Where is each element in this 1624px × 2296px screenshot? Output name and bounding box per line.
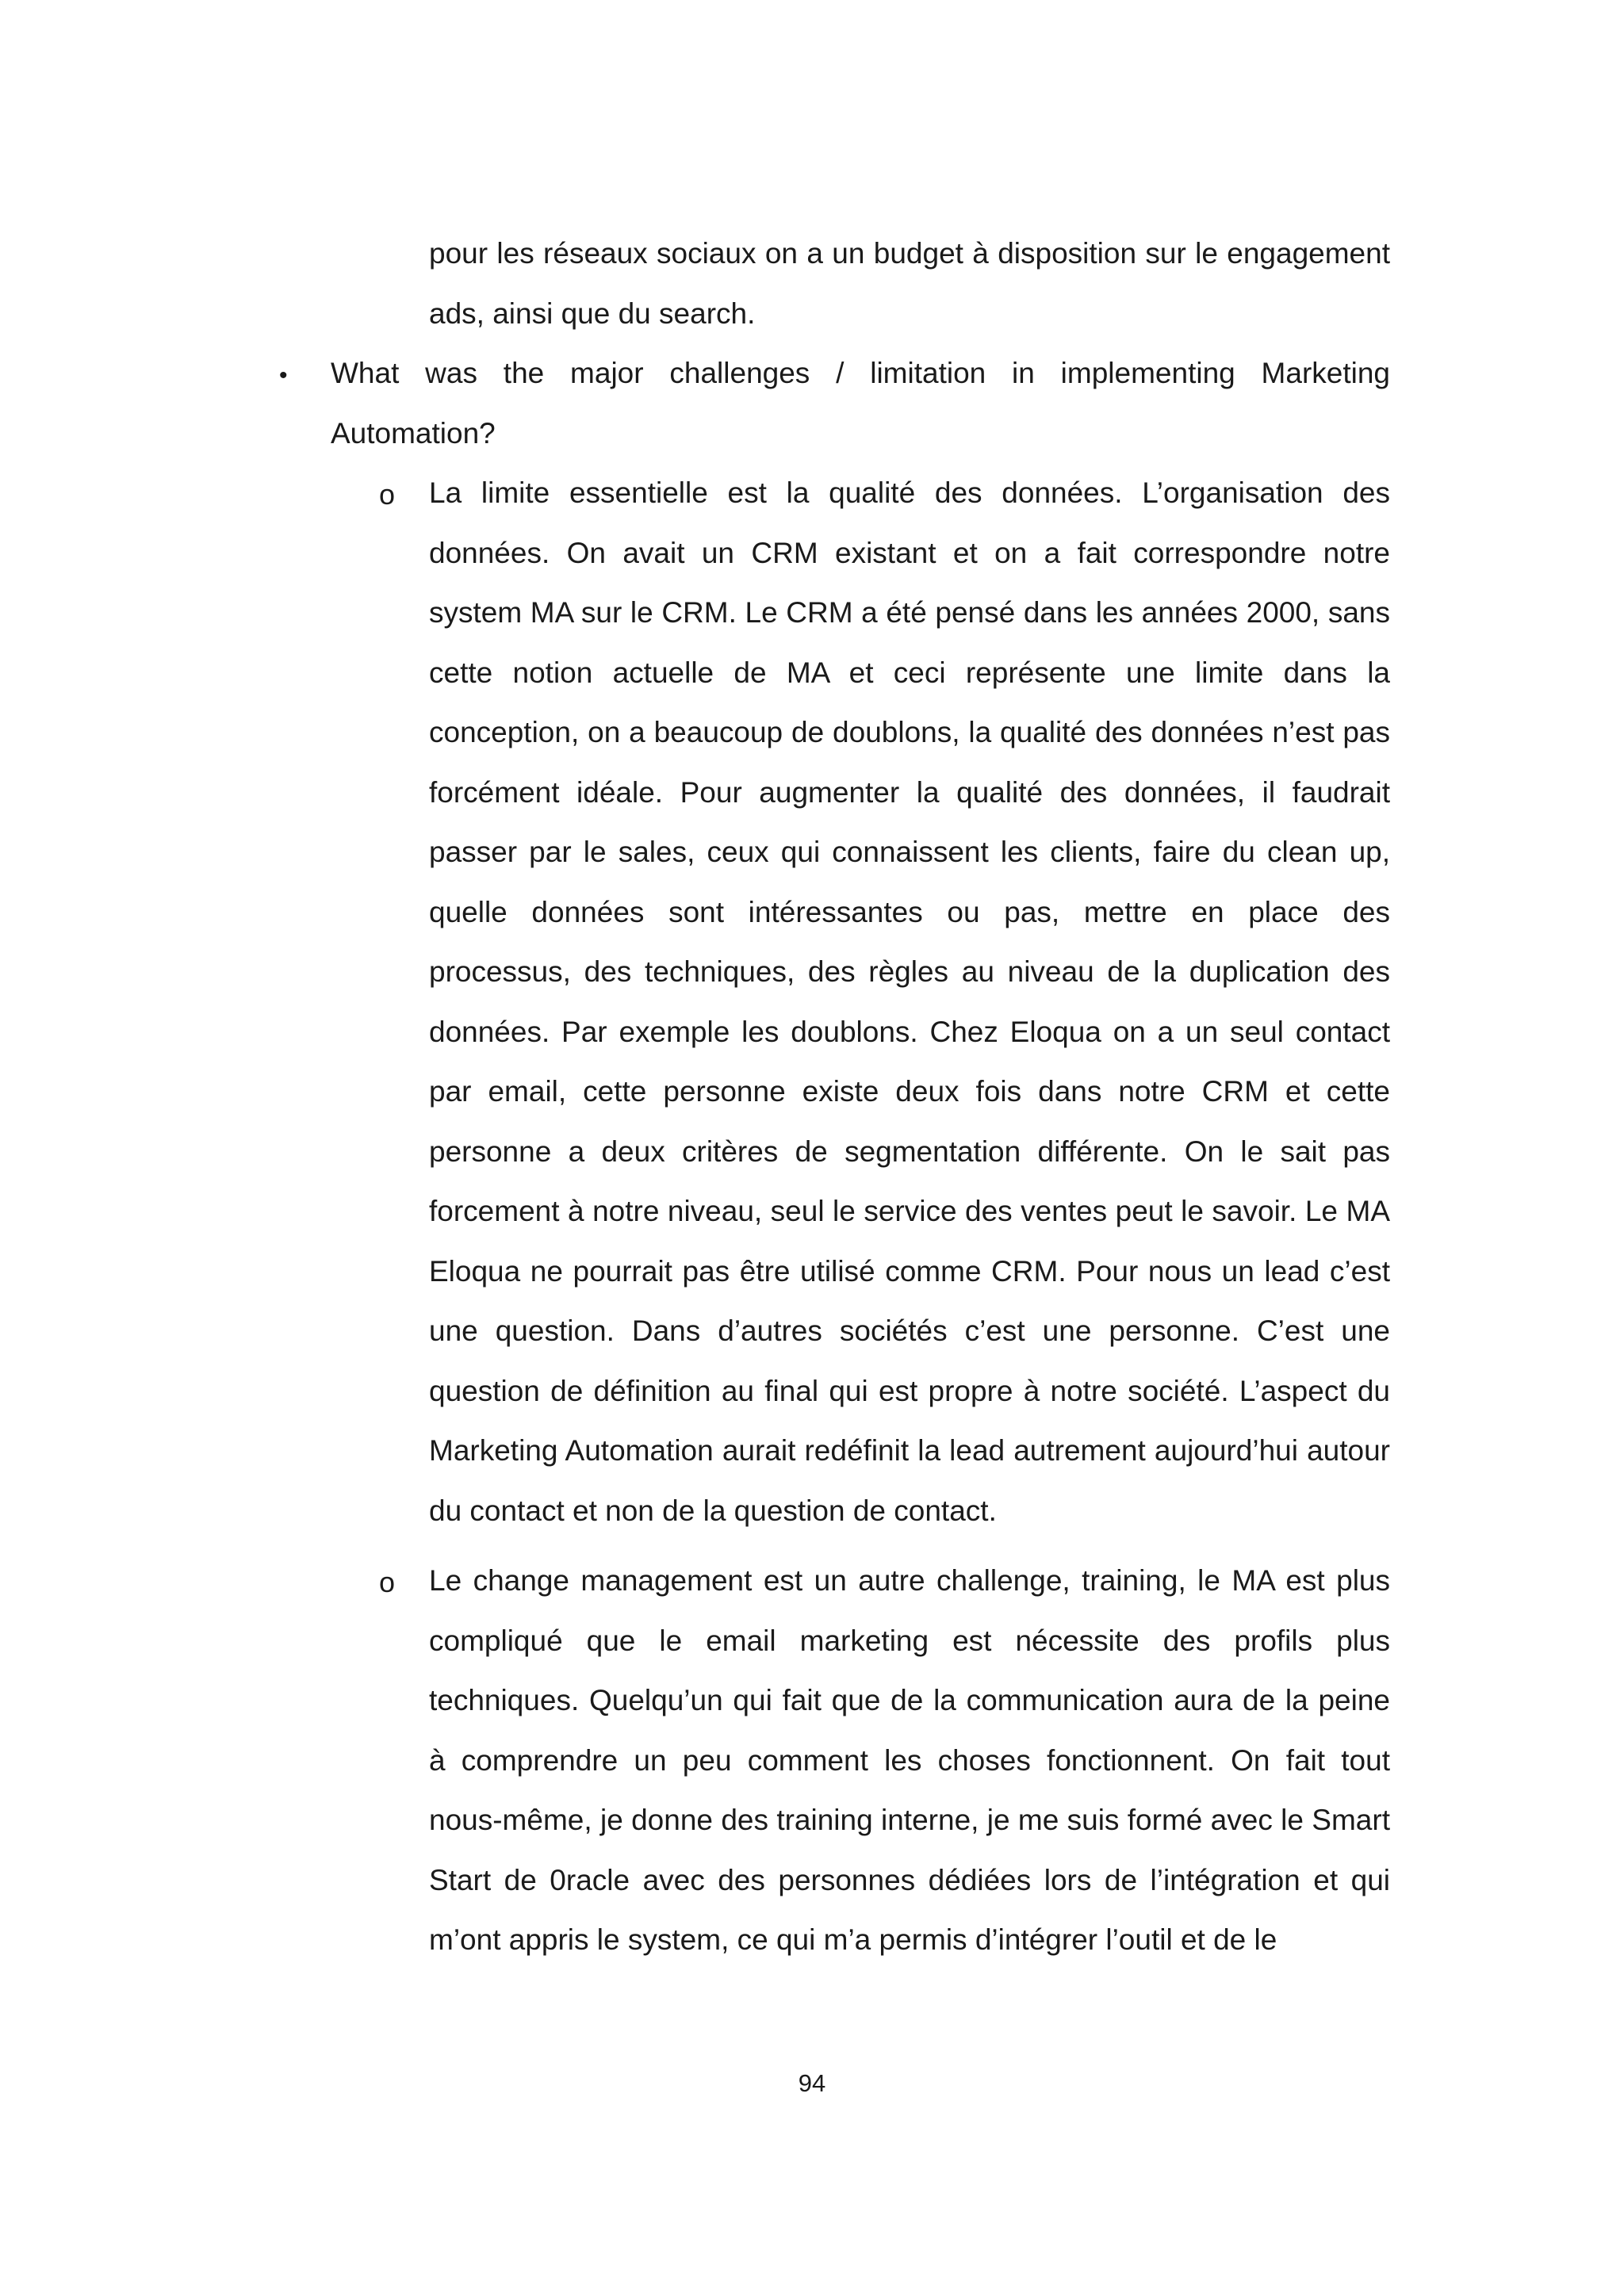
sub-bullet-marker: o bbox=[379, 1566, 396, 1598]
page-number: 94 bbox=[798, 2069, 826, 2097]
sub-bullet-marker: o bbox=[379, 478, 396, 511]
bullet-icon: • bbox=[279, 362, 288, 388]
continued-paragraph: pour les réseaux sociaux on a un budget à disposition sur le engagement ads, ainsi que du search. bbox=[429, 237, 1390, 330]
answer-paragraph-data-quality: La limite essentielle est la qualité des données. L’organisation des données. On avait un CRM existant et on a fait correspondre notre system MA sur le CRM. Le CRM a été pensé dans les années 2000, sans cette notion actuelle de MA et ceci représente une limite dans la conception, on a beaucoup de doublons, la qualité des données n’est pas forcément idéale. Pour augmenter la qualité des données, il faudrait passer par le sales, ceux qui connaissent les clients, faire du clean up, quelle données sont intéressantes ou pas, mettre en place des processus, des techniques, des règles au niveau de la duplication des données. Par exemple les doublons. Chez Eloqua on a un seul contact par email, cette personne existe deux fois dans notre CRM et cette personne a deux critères de segmentation différente. On le sait pas forcement à notre niveau, seul le service des ventes peut le savoir. Le MA Eloqua ne pourrait pas être utilisé comme CRM. Pour nous un lead c’est une question. Dans d’autres sociétés c’est une personne. C’est une question de définition au final qui est propre à notre société. L’aspect du Marketing Automation aurait redéfinit la lead autrement aujourd’hui autour du contact et non de la question de contact. bbox=[429, 476, 1390, 1527]
answer-paragraph-change-management: Le change management est un autre challenge, training, le MA est plus compliqué que le email marketing est nécessite des profils plus techniques. Quelqu’un qui fait que de la communication aura de la peine à comprendre un peu comment les choses fonctionnent. On fait tout nous-même, je donne des training interne, je me suis formé avec le Smart Start de 0racle avec des personnes dédiées lors de l’intégration et qui m’ont appris le system, ce qui m’a permis d’intégrer l’outil et de le bbox=[429, 1564, 1390, 1956]
interview-question: What was the major challenges / limitation in implementing Marketing Automation? bbox=[331, 357, 1390, 450]
